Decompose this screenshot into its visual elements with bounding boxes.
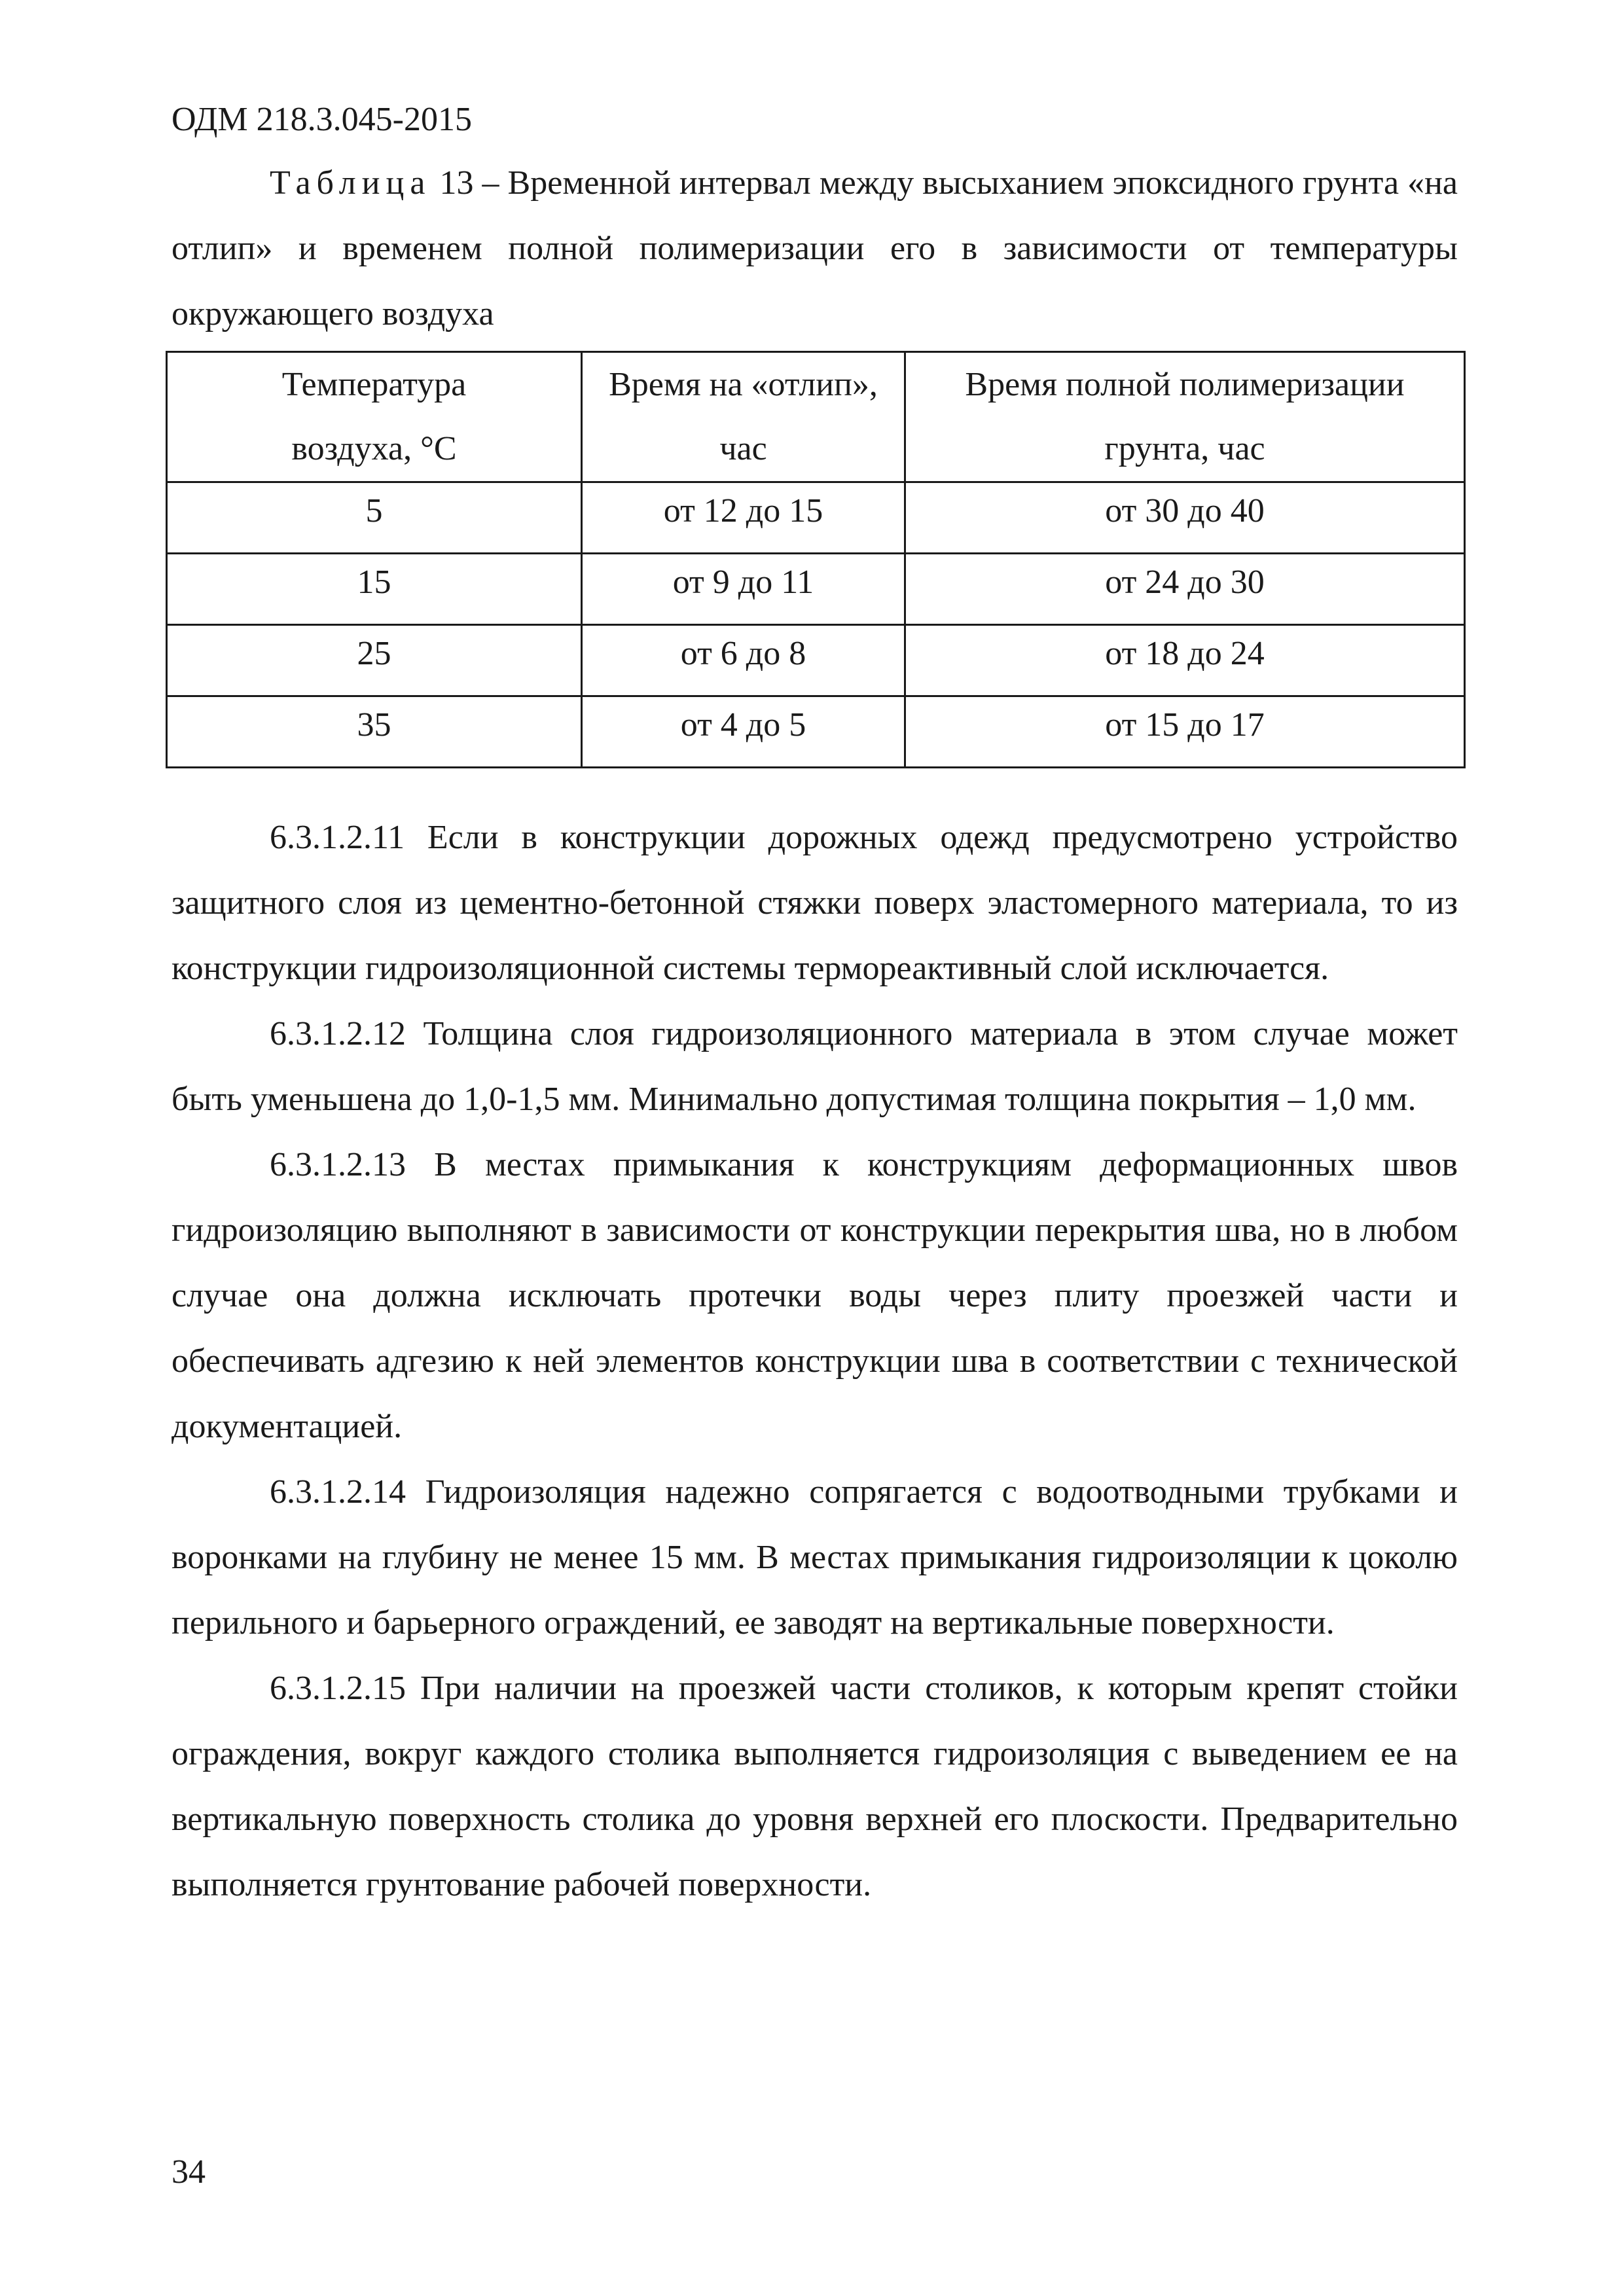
table-cell: от 24 до 30 [905,554,1465,625]
header-line: час [719,430,767,467]
header-line: Время полной полимеризации [965,366,1405,403]
table-row [167,696,1465,768]
header-line: Время на «отлип», [609,366,878,403]
header-line: грунта, час [1104,430,1265,467]
paragraph-6-3-1-2-11: 6.3.1.2.11 Если в конструкции дорожных одежд предусмотрено устройство защитного слоя из цементно-бетонной стяжки поверх эластомерного материала, то из конструкции гидроизоляционной системы термореактивный слой исключается. [171,819,1458,987]
table-cell: от 9 до 11 [582,554,905,625]
paragraph-6-3-1-2-14: 6.3.1.2.14 Гидроизоляция надежно сопрягается с водоотводными трубками и воронками на глубину не менее 15 мм. В местах примыкания гидроизоляции к цоколю перильного и барьерного ограждений, ее заводят на вертикальные поверхности. [171,1473,1458,1641]
table-row [167,554,1465,625]
header-line: Температура [281,366,467,403]
table-row [167,482,1465,554]
table-cell: от 15 до 17 [905,696,1465,768]
data-table [166,351,1466,768]
header-cell-temperature [167,352,582,482]
page-number: 34 [171,2153,206,2191]
table-cell: 15 [167,554,582,625]
table-cell: от 6 до 8 [582,625,905,696]
paragraph-6-3-1-2-13: 6.3.1.2.13 В местах примыкания к конструкциям деформационных швов гидроизоляцию выполняют в зависимости от конструкции перекрытия шва, но в любом случае она должна исключать протечки воды через плиту проезжей части и обеспечивать адгезию к ней элементов конструкции шва в соответствии с технической документацией. [171,1146,1458,1445]
table-cell: от 12 до 15 [582,482,905,554]
header-cell-tack-free-time [582,352,905,482]
table-cell: от 18 до 24 [905,625,1465,696]
document-code: ОДМ 218.3.045-2015 [171,101,472,138]
table-cell: 25 [167,625,582,696]
table-cell: от 30 до 40 [905,482,1465,554]
table-caption-text: 13 – Временной интервал между высыханием эпоксидного грунта «на отлип» и временем полной полимеризации его в зависимости от температуры окружающего воздуха [171,164,1458,332]
table-caption [171,151,1458,347]
paragraph-6-3-1-2-12: 6.3.1.2.12 Толщина слоя гидроизоляционного материала в этом случае может быть уменьшена до 1,0-1,5 мм. Минимально допустимая толщина покрытия – 1,0 мм. [171,1015,1458,1118]
header-line: воздуха, °С [291,430,457,467]
table-cell: от 4 до 5 [582,696,905,768]
paragraph-6-3-1-2-15: 6.3.1.2.15 При наличии на проезжей части столиков, к которым крепят стойки ограждения, вокруг каждого столика выполняется гидроизоляция с выведением ее на вертикальную поверхность столика до уровня верхней его плоскости. Предварительно выполняется грунтование рабочей поверхности. [171,1670,1458,1903]
table-cell: 5 [167,482,582,554]
header-cell-full-cure-time [905,352,1465,482]
body-text [171,805,1458,1918]
table-cell: 35 [167,696,582,768]
table-row [167,625,1465,696]
table-caption-label: Таблица [270,164,431,202]
table-header-row [167,352,1465,482]
